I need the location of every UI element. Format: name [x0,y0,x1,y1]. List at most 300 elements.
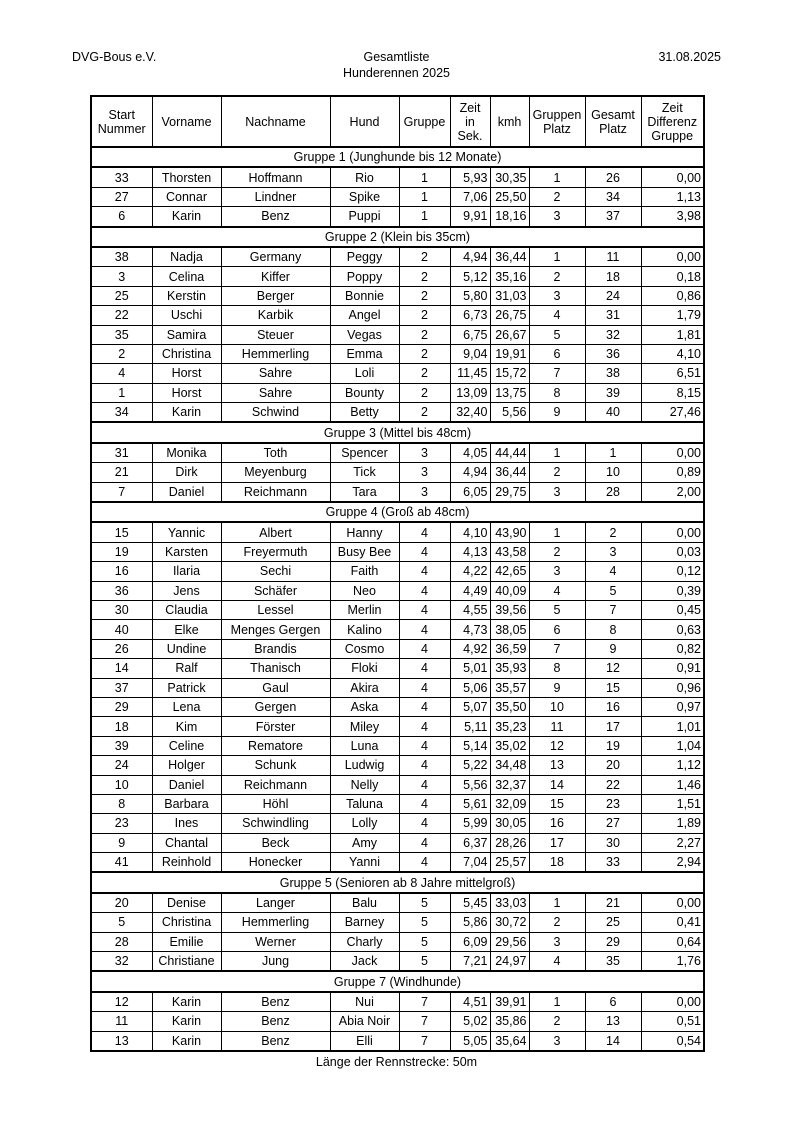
table-cell: 32 [585,325,641,344]
table-cell: 26 [91,639,152,658]
table-cell: 14 [529,775,585,794]
table-row [91,562,704,581]
table-cell: 30,05 [490,814,529,833]
table-row [91,736,704,755]
table-row [91,383,704,402]
table-cell: 4 [399,542,450,561]
table-cell: 4 [585,562,641,581]
table-row [91,775,704,794]
table-cell: 2 [399,306,450,325]
table-cell: 33 [91,167,152,187]
table-cell: 7 [399,1031,450,1051]
table-cell: Yanni [330,853,399,873]
table-cell: Christina [152,344,221,363]
table-cell: 24,97 [490,952,529,972]
table-cell: 31,03 [490,286,529,305]
group-header-row [91,422,704,442]
table-cell: Miley [330,717,399,736]
table-cell: 11 [585,247,641,267]
table-cell: Reichmann [221,775,330,794]
table-cell: 4,10 [641,344,704,363]
table-cell: 5 [399,893,450,913]
table-cell: Karin [152,1012,221,1031]
group-title: Gruppe 7 (Windhunde) [91,971,704,991]
table-cell: Loli [330,364,399,383]
table-cell: Luna [330,736,399,755]
column-header-line: Hund [349,114,380,129]
table-cell: 32,37 [490,775,529,794]
table-cell: Busy Bee [330,542,399,561]
table-cell: 4 [399,678,450,697]
table-row [91,482,704,502]
table-cell: 6,09 [450,932,490,951]
table-cell: 8,15 [641,383,704,402]
table-cell: 5,80 [450,286,490,305]
table-cell: 39,91 [490,992,529,1012]
table-cell: 23 [91,814,152,833]
table-cell: Barney [330,913,399,932]
table-row [91,697,704,716]
table-cell: 5 [585,581,641,600]
table-cell: Hemmerling [221,344,330,363]
table-cell: 2,00 [641,482,704,502]
table-cell: 0,89 [641,463,704,482]
table-cell: 25,50 [490,187,529,206]
table-cell: 2 [399,286,450,305]
table-cell: Sahre [221,364,330,383]
table-cell: Faith [330,562,399,581]
table-cell: Yannic [152,522,221,542]
table-cell: Floki [330,659,399,678]
table-cell: 30,72 [490,913,529,932]
table-cell: Karbik [221,306,330,325]
table-cell: Kalino [330,620,399,639]
table-cell: 40 [91,620,152,639]
table-cell: 4 [91,364,152,383]
table-cell: 3 [529,207,585,227]
table-cell: 7 [585,600,641,619]
table-cell: 35,23 [490,717,529,736]
table-cell: Jens [152,581,221,600]
table-cell: Lolly [330,814,399,833]
table-cell: 27,46 [641,403,704,423]
table-cell: 1,46 [641,775,704,794]
table-cell: Hanny [330,522,399,542]
group-header-row [91,227,704,247]
column-header [529,96,585,147]
table-cell: 2 [399,344,450,363]
table-cell: 3 [399,482,450,502]
organization-name: DVG-Bous e.V. [72,50,157,64]
table-cell: 0,51 [641,1012,704,1031]
table-cell: 33,03 [490,893,529,913]
table-cell: Benz [221,207,330,227]
table-cell: 2 [399,364,450,383]
table-cell: 5 [399,952,450,972]
table-cell: 1 [529,522,585,542]
column-header [221,96,330,147]
table-cell: 15,72 [490,364,529,383]
table-cell: 16 [529,814,585,833]
table-cell: 5,22 [450,756,490,775]
table-cell: 29 [91,697,152,716]
table-row [91,443,704,463]
table-cell: Thorsten [152,167,221,187]
table-row [91,756,704,775]
table-cell: Lindner [221,187,330,206]
table-row [91,678,704,697]
table-cell: Werner [221,932,330,951]
table-cell: 4 [529,581,585,600]
table-cell: 27 [585,814,641,833]
table-cell: 44,44 [490,443,529,463]
table-cell: 6,73 [450,306,490,325]
table-cell: Spencer [330,443,399,463]
table-cell: 16 [91,562,152,581]
column-header-line: Platz [543,121,571,136]
table-cell: 1 [529,992,585,1012]
table-cell: 37 [91,678,152,697]
table-cell: 0,82 [641,639,704,658]
table-row [91,913,704,932]
table-row [91,600,704,619]
table-cell: 12 [585,659,641,678]
table-cell: 5,99 [450,814,490,833]
table-cell: 2 [91,344,152,363]
table-cell: 9 [529,403,585,423]
table-cell: 8 [529,383,585,402]
table-cell: 19,91 [490,344,529,363]
table-cell: 7,21 [450,952,490,972]
table-cell: 33 [585,853,641,873]
table-cell: 27 [91,187,152,206]
table-cell: Nelly [330,775,399,794]
table-cell: Berger [221,286,330,305]
table-cell: 39 [91,736,152,755]
column-header-line: Zeit [459,100,481,115]
table-cell: 18 [585,267,641,286]
table-cell: 15 [529,794,585,813]
table-cell: 1,01 [641,717,704,736]
column-header [330,96,399,147]
column-header-line: Gesamt [591,107,635,122]
table-cell: 6 [91,207,152,227]
table-cell: 8 [585,620,641,639]
table-cell: 1 [529,167,585,187]
table-cell: 15 [91,522,152,542]
table-cell: 2 [585,522,641,542]
table-cell: 7 [529,364,585,383]
table-cell: Amy [330,833,399,852]
table-cell: 2 [529,1012,585,1031]
table-cell: 4 [399,814,450,833]
table-cell: 1 [91,383,152,402]
table-cell: 39 [585,383,641,402]
table-cell: 9 [585,639,641,658]
table-row [91,325,704,344]
table-cell: 32,09 [490,794,529,813]
table-cell: 9,04 [450,344,490,363]
table-cell: Horst [152,364,221,383]
table-cell: Betty [330,403,399,423]
table-cell: Abia Noir [330,1012,399,1031]
table-cell: Albert [221,522,330,542]
table-cell: 34,48 [490,756,529,775]
table-cell: 35,86 [490,1012,529,1031]
table-cell: Balu [330,893,399,913]
column-header [490,96,529,147]
table-cell: 18,16 [490,207,529,227]
table-cell: 0,03 [641,542,704,561]
table-cell: 35,16 [490,267,529,286]
table-cell: 4 [399,639,450,658]
column-header-line: Platz [599,121,627,136]
table-cell: Ralf [152,659,221,678]
table-cell: 37 [585,207,641,227]
table-cell: 3 [399,463,450,482]
table-cell: 0,00 [641,522,704,542]
column-header [152,96,221,147]
table-cell: Ines [152,814,221,833]
table-cell: Steuer [221,325,330,344]
table-cell: 0,00 [641,247,704,267]
table-cell: 6 [529,344,585,363]
table-cell: 35,64 [490,1031,529,1051]
table-cell: Merlin [330,600,399,619]
table-cell: 4,05 [450,443,490,463]
column-header-line: Zeit [661,100,683,115]
table-cell: 36,44 [490,463,529,482]
table-cell: 29,75 [490,482,529,502]
table-cell: Kerstin [152,286,221,305]
table-cell: 20 [585,756,641,775]
table-cell: 5,56 [450,775,490,794]
table-cell: 5,56 [490,403,529,423]
table-cell: 7 [399,1012,450,1031]
table-cell: 0,18 [641,267,704,286]
table-cell: 0,41 [641,913,704,932]
table-cell: Denise [152,893,221,913]
table-cell: 5,14 [450,736,490,755]
table-cell: Angel [330,306,399,325]
table-cell: 25 [91,286,152,305]
table-cell: Jack [330,952,399,972]
table-cell: 26,75 [490,306,529,325]
table-cell: 35,93 [490,659,529,678]
table-cell: 1,89 [641,814,704,833]
table-cell: Puppi [330,207,399,227]
table-cell: 39,56 [490,600,529,619]
table-cell: Brandis [221,639,330,658]
table-cell: Ludwig [330,756,399,775]
table-cell: 1,79 [641,306,704,325]
table-cell: Emma [330,344,399,363]
table-cell: Bonnie [330,286,399,305]
table-cell: Hemmerling [221,913,330,932]
table-cell: 15 [585,678,641,697]
table-cell: 40,09 [490,581,529,600]
table-cell: Akira [330,678,399,697]
table-cell: Karin [152,207,221,227]
table-cell: Schäfer [221,581,330,600]
table-row [91,794,704,813]
group-header-row [91,872,704,892]
table-cell: Rio [330,167,399,187]
table-cell: 4 [399,833,450,852]
table-cell: 5,45 [450,893,490,913]
table-cell: 38 [585,364,641,383]
table-cell: 2 [529,913,585,932]
table-cell: Daniel [152,775,221,794]
table-cell: Beck [221,833,330,852]
table-cell: 10 [91,775,152,794]
table-cell: 4,10 [450,522,490,542]
table-cell: 0,86 [641,286,704,305]
table-cell: 2 [529,463,585,482]
table-cell: Sechi [221,562,330,581]
table-cell: Germany [221,247,330,267]
table-cell: Sahre [221,383,330,402]
table-cell: 40 [585,403,641,423]
table-cell: 2 [529,542,585,561]
table-cell: 36 [585,344,641,363]
table-cell: Kim [152,717,221,736]
table-cell: 22 [91,306,152,325]
results-table [90,95,705,1052]
table-cell: Kiffer [221,267,330,286]
table-cell: 4,94 [450,247,490,267]
table-cell: 10 [585,463,641,482]
table-cell: 4 [399,775,450,794]
column-header-line: Differenz [647,114,698,129]
table-cell: Christiane [152,952,221,972]
table-cell: 1,81 [641,325,704,344]
column-header-line: Start [108,107,135,122]
column-header [399,96,450,147]
table-cell: 4,73 [450,620,490,639]
table-cell: Karsten [152,542,221,561]
table-cell: 4 [529,306,585,325]
table-cell: Höhl [221,794,330,813]
table-cell: 3 [585,542,641,561]
column-header [450,96,490,147]
table-cell: 36 [91,581,152,600]
table-cell: 1,76 [641,952,704,972]
table-cell: Reichmann [221,482,330,502]
table-row [91,542,704,561]
table-cell: 25,57 [490,853,529,873]
table-cell: 5,61 [450,794,490,813]
table-cell: 32,40 [450,403,490,423]
table-cell: Nadja [152,247,221,267]
table-cell: 5,93 [450,167,490,187]
table-cell: 22 [585,775,641,794]
table-cell: 4 [399,600,450,619]
table-cell: Samira [152,325,221,344]
table-cell: Daniel [152,482,221,502]
table-cell: Lena [152,697,221,716]
group-title: Gruppe 4 (Groß ab 48cm) [91,502,704,522]
table-cell: Karin [152,403,221,423]
table-cell: 3 [529,1031,585,1051]
table-cell: Reinhold [152,853,221,873]
table-cell: 3 [529,286,585,305]
table-cell: 0,91 [641,659,704,678]
column-header-line: Gruppe [403,114,446,129]
table-cell: 3 [529,562,585,581]
table-row [91,717,704,736]
group-title: Gruppe 3 (Mittel bis 48cm) [91,422,704,442]
table-row [91,403,704,423]
table-cell: Chantal [152,833,221,852]
table-row [91,267,704,286]
table-cell: 4 [399,581,450,600]
track-length-note: Länge der Rennstrecke: 50m [315,1055,478,1069]
table-cell: 11 [91,1012,152,1031]
table-cell: 38 [91,247,152,267]
table-cell: 4,13 [450,542,490,561]
table-cell: 5,07 [450,697,490,716]
table-cell: 5,12 [450,267,490,286]
table-cell: Holger [152,756,221,775]
table-cell: 6 [529,620,585,639]
table-cell: 11 [529,717,585,736]
table-cell: 4 [399,697,450,716]
table-cell: 43,58 [490,542,529,561]
table-cell: 2 [399,325,450,344]
column-header-line: kmh [497,114,522,129]
table-cell: 2 [399,403,450,423]
table-cell: Benz [221,1031,330,1051]
table-cell: Schwindling [221,814,330,833]
table-row [91,893,704,913]
table-cell: 21 [585,893,641,913]
table-cell: 0,00 [641,893,704,913]
table-cell: 1,51 [641,794,704,813]
table-cell: Patrick [152,678,221,697]
table-cell: 18 [529,853,585,873]
table-cell: 31 [91,443,152,463]
table-row [91,247,704,267]
group-title: Gruppe 2 (Klein bis 35cm) [91,227,704,247]
table-cell: 26,67 [490,325,529,344]
table-cell: 43,90 [490,522,529,542]
table-cell: 5,06 [450,678,490,697]
table-cell: Celine [152,736,221,755]
table-cell: 3 [529,482,585,502]
table-row [91,833,704,852]
table-cell: 0,96 [641,678,704,697]
table-cell: Meyenburg [221,463,330,482]
table-cell: 1 [399,167,450,187]
table-cell: 19 [585,736,641,755]
page-subtitle: Hunderennen 2025 [342,66,451,80]
table-cell: 0,00 [641,992,704,1012]
table-cell: 7,04 [450,853,490,873]
table-cell: 41 [91,853,152,873]
table-cell: 1 [399,207,450,227]
table-cell: Undine [152,639,221,658]
table-cell: 1 [585,443,641,463]
table-row [91,306,704,325]
table-cell: 18 [91,717,152,736]
table-cell: 30,35 [490,167,529,187]
table-cell: Menges Gergen [221,620,330,639]
table-cell: 1,04 [641,736,704,755]
table-cell: 9,91 [450,207,490,227]
table-cell: 4 [399,522,450,542]
table-cell: 4 [399,756,450,775]
